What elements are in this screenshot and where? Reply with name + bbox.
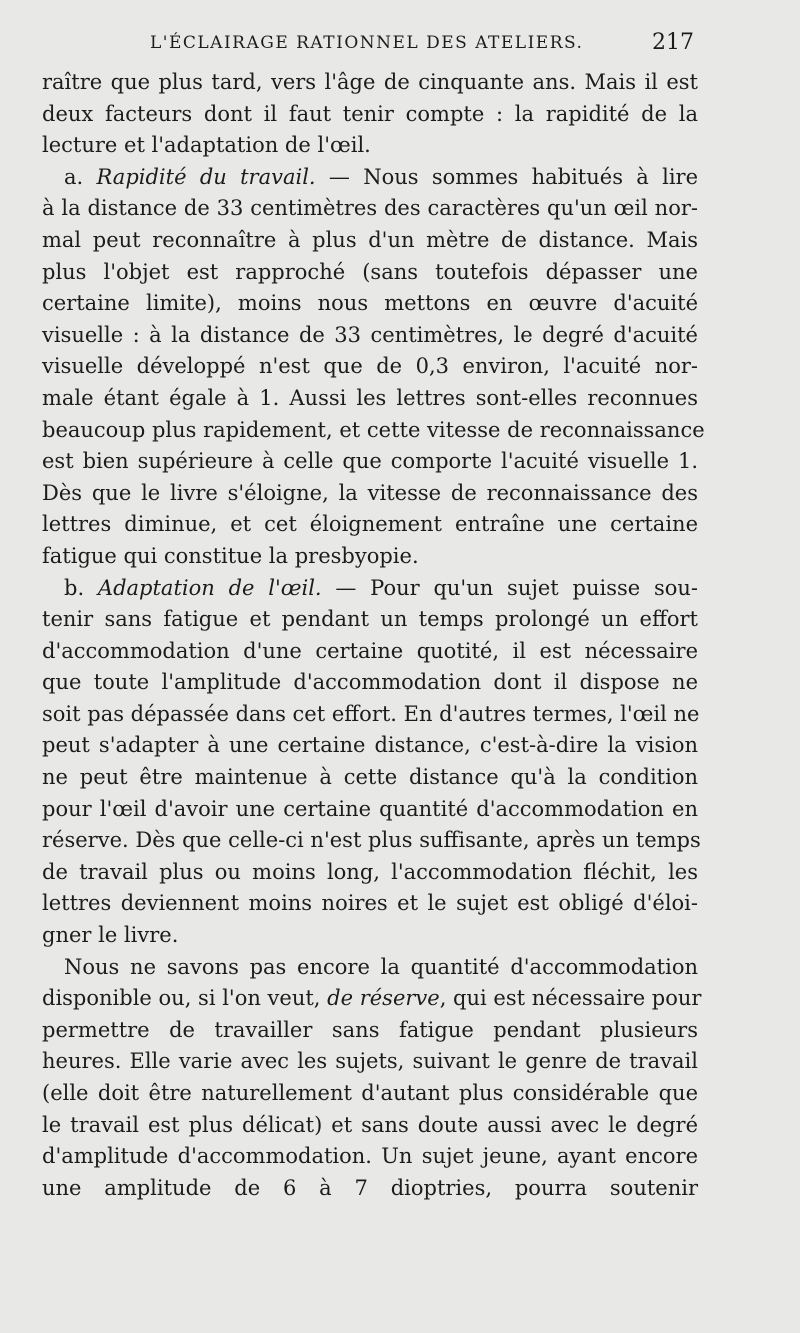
- page-number: 217: [652, 30, 694, 55]
- section-title: Rapidité du travail.: [96, 164, 316, 189]
- text-line: Dès que le livre s'éloigne, la vitesse de reconnaissance des: [42, 480, 698, 505]
- text-line: Nous ne savons pas encore la quantité d'accommodation: [64, 954, 698, 979]
- section-letter: b.: [64, 575, 98, 600]
- text-line: peut s'adapter à une certaine distance, c'est-à-dire la vision: [42, 733, 698, 758]
- text-line: lettres deviennent moins noires et le sujet est obligé d'éloi-: [42, 891, 698, 916]
- text-line: (elle doit être naturellement d'autant plus considérable que: [42, 1081, 698, 1105]
- text-run: disponible ou, si l'on veut,: [42, 986, 328, 1011]
- text-line: visuelle développé n'est que de 0,3 environ, l'acuité nor-: [42, 354, 698, 379]
- text-line: raître que plus tard, vers l'âge de cinquante ans. Mais il est: [42, 70, 698, 94]
- text-line: d'amplitude d'accommodation. Un sujet jeune, ayant encore: [42, 1144, 698, 1169]
- text-run: — Pour qu'un sujet puisse sou-: [321, 575, 699, 600]
- text-line: que toute l'amplitude d'accommodation dont il dispose ne: [42, 670, 698, 695]
- text-line: mal peut reconnaître à plus d'un mètre de distance. Mais: [42, 227, 698, 252]
- text-line: lettres diminue, et cet éloignement entraîne une certaine: [42, 512, 698, 537]
- text-line: soit pas dépassée dans cet effort. En d'autres termes, l'œil ne: [42, 701, 700, 726]
- text-line: de travail plus ou moins long, l'accommodation fléchit, les: [42, 859, 698, 884]
- text-line: d'accommodation d'une certaine quotité, il est nécessaire: [42, 638, 698, 663]
- text-line: visuelle : à la distance de 33 centimètres, le degré d'acuité: [42, 322, 698, 347]
- text-line: à la distance de 33 centimètres des caractères qu'un œil nor-: [42, 196, 698, 221]
- running-header: [42, 30, 700, 62]
- text-line: tenir sans fatigue et pendant un temps prolongé un effort: [42, 607, 698, 632]
- emphasis: de réserve: [327, 986, 440, 1011]
- text-line: ne peut être maintenue à cette distance qu'à la condition: [42, 765, 698, 790]
- text-line: fatigue qui constitue la presbyopie.: [42, 543, 419, 568]
- text-line: plus l'objet est rapproché (sans toutefois dépasser une: [42, 259, 698, 284]
- text-line: male étant égale à 1. Aussi les lettres sont-elles reconnues: [42, 385, 698, 410]
- text-line: lecture et l'adaptation de l'œil.: [42, 133, 371, 158]
- body-text: [42, 67, 705, 1204]
- text-line-with-emphasis: [42, 983, 702, 1015]
- text-line: deux facteurs dont il faut tenir compte : la rapidité de la: [42, 101, 698, 126]
- text-run: — Nous sommes habitués à lire: [315, 164, 698, 189]
- text-line: une amplitude de 6 à 7 dioptries, pourra soutenir: [42, 1175, 698, 1200]
- section-heading-line: [42, 573, 698, 605]
- text-line: est bien supérieure à celle que comporte l'acuité visuelle 1.: [42, 449, 698, 474]
- text-line: gner le livre.: [42, 923, 179, 948]
- text-line: heures. Elle varie avec les sujets, suivant le genre de travail: [42, 1049, 698, 1074]
- text-line: permettre de travailler sans fatigue pendant plusieurs: [42, 1017, 698, 1042]
- text-line: réserve. Dès que celle-ci n'est plus suffisante, après un temps: [42, 828, 701, 853]
- section-letter: a.: [64, 164, 97, 189]
- text-line: certaine limite), moins nous mettons en œuvre d'acuité: [42, 291, 698, 316]
- text-line: le travail est plus délicat) et sans doute aussi avec le degré: [42, 1112, 698, 1137]
- text-line: beaucoup plus rapidement, et cette vitesse de reconnaissance: [42, 417, 705, 442]
- section-heading-line: [42, 162, 698, 194]
- running-title: L'ÉCLAIRAGE RATIONNEL DES ATELIERS.: [150, 33, 584, 53]
- section-title: Adaptation de l'œil.: [97, 575, 322, 600]
- text-line: pour l'œil d'avoir une certaine quantité d'accommodation en: [42, 796, 698, 821]
- text-run: , qui est nécessaire pour: [439, 986, 702, 1011]
